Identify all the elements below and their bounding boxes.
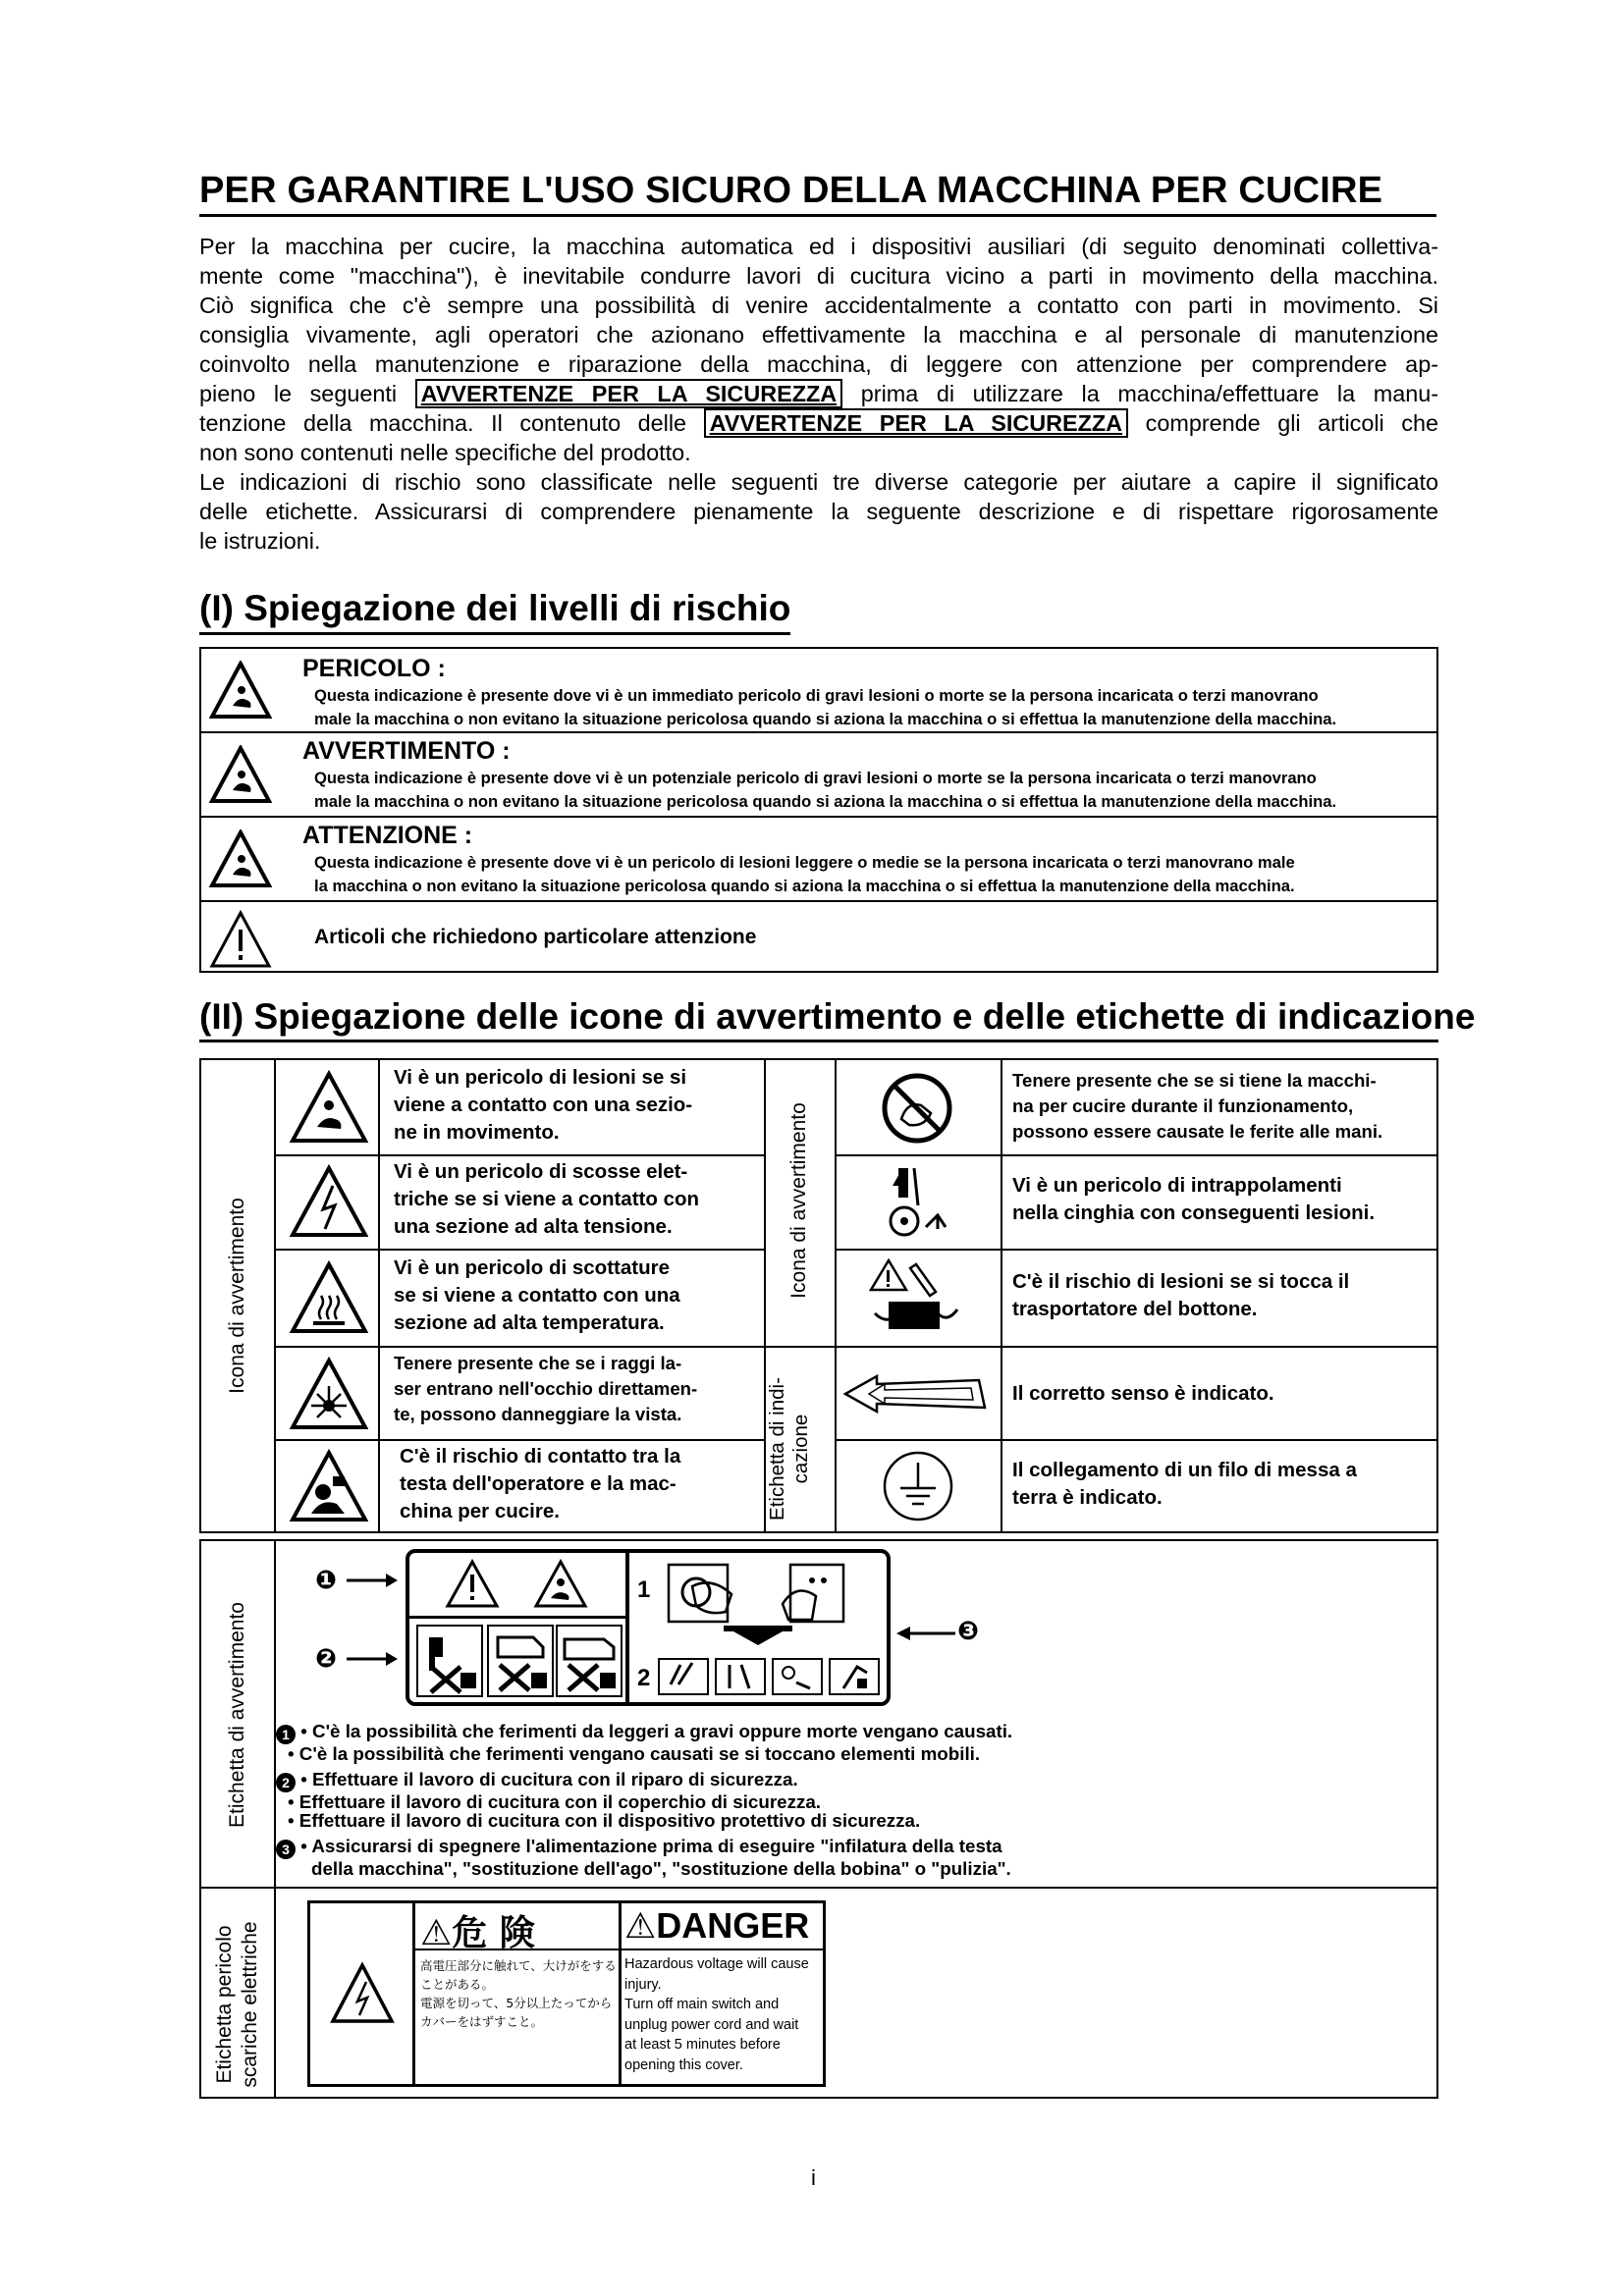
- description-line: Vi è un pericolo di scosse elet-: [394, 1160, 688, 1183]
- electric-shock-icon: [290, 1164, 368, 1239]
- arrow-right-icon: [347, 1649, 398, 1669]
- table-divider: [1001, 1060, 1002, 1531]
- warning-labels-table: [199, 1539, 1438, 2099]
- warning-warning-icon: [209, 745, 272, 804]
- intro-line: [199, 379, 1438, 408]
- table-divider: [835, 1154, 1438, 1156]
- label-divider: [409, 1616, 625, 1619]
- safety-device-icon: [555, 1624, 623, 1698]
- safety-cover-icon: [486, 1624, 555, 1698]
- risk-level-heading: AVVERTIMENTO :: [302, 737, 511, 765]
- label-divider: [619, 1903, 622, 2084]
- warning-icon-side-label: Icona di avvertimento: [787, 1102, 810, 1299]
- description-line: trasportatore del bottone.: [1012, 1298, 1258, 1320]
- label-line: カバーをはずすこと。: [420, 2014, 544, 2029]
- description-line: Tenere presente che se si tiene la macchi-: [1012, 1070, 1377, 1091]
- warning-icon-description: [1012, 1268, 1349, 1323]
- head-contact-icon: [290, 1449, 368, 1523]
- description-line: terra è indicato.: [1012, 1486, 1163, 1509]
- side-label-line: Etichetta di indi-: [766, 1377, 788, 1521]
- note-number: 1: [276, 1725, 296, 1744]
- no-hand-prohibition-icon: [872, 1070, 962, 1147]
- warning-icon-description: [1012, 1068, 1382, 1145]
- intro-line: coinvolto nella manutenzione e riparazione della macchina, di leggere con attenzione per comprendere ap-: [199, 351, 1438, 377]
- note-line: della macchina", "sostituzione dell'ago", "sostituzione della bobina" o "pulizia".: [311, 1858, 1011, 1879]
- label-heading-english: ⚠DANGER: [624, 1905, 810, 1946]
- risk-level-line: male la macchina o non evitano la situazione pericolosa quando si aziona la macchina o si effettua la manutenzione della macchina.: [314, 710, 1337, 728]
- section-title-text: (I) Spiegazione dei livelli di rischio: [199, 587, 790, 635]
- safety-notes-box: AVVERTENZE PER LA SICUREZZA: [704, 408, 1128, 438]
- note-number: 3: [276, 1840, 296, 1859]
- intro-line: consiglia vivamente, agli operatori che azionano effettivamente la macchina e al personale di manutenzione: [199, 322, 1438, 347]
- description-line: C'è il rischio di contatto tra la: [400, 1445, 681, 1468]
- description-line: china per cucire.: [400, 1500, 560, 1522]
- electric-label-side-label: [212, 1906, 263, 2103]
- note-3: [276, 1837, 1012, 1859]
- label-line: 電源を切って、5分以上たってから: [420, 1996, 613, 2010]
- description-line: viene a contatto con una sezio-: [394, 1094, 693, 1116]
- note-2: [276, 1770, 1012, 1792]
- description-line: una sezione ad alta tensione.: [394, 1215, 673, 1238]
- hot-surface-icon: [290, 1260, 368, 1335]
- label-divider: [625, 1553, 629, 1702]
- warning-icon-side-label: Icona di avvertimento: [226, 1198, 248, 1394]
- intro-text: pieno le seguenti: [199, 381, 398, 406]
- description-line: Vi è un pericolo di intrappolamenti: [1012, 1174, 1342, 1197]
- note-1: [276, 1722, 1012, 1744]
- risk-level-attention: [201, 900, 1436, 973]
- description-line: Vi è un pericolo di lesioni se si: [394, 1066, 687, 1089]
- table-divider: [274, 1154, 765, 1156]
- risk-level-description: [314, 684, 1424, 731]
- warning-icon-description: [400, 1443, 680, 1525]
- label-line: Hazardous voltage will cause: [624, 1956, 809, 1972]
- side-label-line: scariche elettriche: [239, 1921, 261, 2088]
- indication-label-description: [1012, 1457, 1357, 1512]
- label-step-number: 1: [637, 1576, 651, 1603]
- button-feeder-icon: [867, 1256, 965, 1339]
- description-line: nella cinghia con conseguenti lesioni.: [1012, 1201, 1376, 1224]
- risk-level-description: [314, 851, 1424, 898]
- risk-level-line: la macchina o non evitano la situazione pericolosa quando si aziona la macchina o si effettua la manutenzione della macchina.: [314, 877, 1295, 895]
- description-line: C'è il rischio di lesioni se si tocca il: [1012, 1270, 1350, 1293]
- description-line: ser entrano nell'occhio direttamen-: [394, 1378, 698, 1399]
- table-divider: [274, 1346, 765, 1348]
- label-line: injury.: [624, 1976, 662, 1993]
- laser-beam-icon: [290, 1357, 368, 1431]
- description-line: se si viene a contatto con una: [394, 1284, 680, 1307]
- moving-part-hand-icon: [290, 1070, 368, 1145]
- intro-line: Ciò significa che c'è sempre una possibilità di venire accidentalmente a contatto con parti in movimento. Si: [199, 293, 1438, 318]
- warning-icon-description: [1012, 1172, 1375, 1227]
- risk-level-line: Questa indicazione è presente dove vi è un potenziale pericolo di gravi lesioni o morte se la persona incaricata o terzi manovrano: [314, 769, 1317, 787]
- warning-icon-description: [394, 1064, 692, 1147]
- description-line: Il collegamento di un filo di messa a: [1012, 1459, 1357, 1481]
- table-divider: [764, 1346, 1438, 1348]
- label-divider: [412, 1903, 415, 2084]
- note-number: 2: [276, 1773, 296, 1792]
- warning-label-notes: [276, 1722, 1012, 1878]
- intro-line: [199, 408, 1438, 438]
- callout-2: ❷: [315, 1643, 338, 1673]
- warning-icon-description: [394, 1351, 697, 1427]
- electric-shock-icon: [330, 1962, 395, 2025]
- label-heading-japanese: ⚠危 険: [420, 1913, 535, 1953]
- label-text-japanese: [420, 1956, 617, 2031]
- arrow-left-icon: [896, 1624, 955, 1643]
- label-line: at least 5 minutes before: [624, 2037, 781, 2053]
- table-divider: [274, 1060, 276, 1531]
- description-line: testa dell'operatore e la mac-: [400, 1472, 677, 1495]
- belt-entanglement-icon: [879, 1162, 957, 1241]
- intro-line: non sono contenuti nelle specifiche del prodotto.: [199, 440, 691, 465]
- table-divider: [835, 1060, 837, 1531]
- table-divider: [274, 1439, 765, 1441]
- risk-level-warning: [201, 731, 1436, 816]
- risk-level-line: male la macchina o non evitano la situazione pericolosa quando si aziona la macchina o si effettua la manutenzione della macchina.: [314, 792, 1337, 811]
- intro-line: Per la macchina per cucire, la macchina automatica ed i dispositivi ausiliari (di seguito denominati collettiva-: [199, 234, 1438, 259]
- description-line: na per cucire durante il funzionamento,: [1012, 1095, 1354, 1116]
- intro-line: Le indicazioni di rischio sono classificate nelle seguenti tre diverse categorie per aiutare a capire il significato: [199, 469, 1438, 495]
- note-line: • C'è la possibilità che ferimenti da leggeri a gravi oppure morte vengano causati.: [300, 1721, 1013, 1741]
- intro-line: mente come "macchina"), è inevitabile condurre lavori di cucitura vicino a parti in movimento della macchina.: [199, 263, 1438, 289]
- caution-warning-icon: [209, 829, 272, 888]
- exclamation-warning-icon: [445, 1559, 500, 1610]
- section-title-underline: [199, 1040, 1438, 1042]
- risk-level-caution: [201, 816, 1436, 900]
- description-line: Il corretto senso è indicato.: [1012, 1382, 1274, 1405]
- warning-label-side-label: Etichetta di avvertimento: [226, 1602, 248, 1828]
- callout-1: ❶: [315, 1565, 338, 1594]
- electric-danger-label: [307, 1900, 826, 2087]
- label-text-english: [624, 1954, 809, 2075]
- warning-icon-description: [394, 1255, 680, 1337]
- description-line: possono essere causate le ferite alle mani.: [1012, 1121, 1383, 1142]
- power-switch-hand-icon: [663, 1559, 741, 1628]
- risk-level-heading: ATTENZIONE :: [302, 822, 473, 849]
- risk-level-heading: PERICOLO :: [302, 655, 446, 682]
- indication-label-description: [1012, 1380, 1274, 1408]
- label-line: 高電圧部分に触れて、大けがをする: [420, 1958, 617, 1973]
- risk-level-line: Questa indicazione è presente dove vi è un immediato pericolo di gravi lesioni o morte se la persona incaricata o terzi manovrano: [314, 686, 1319, 705]
- intro-line: le istruzioni.: [199, 528, 321, 554]
- page-title: PER GARANTIRE L'USO SICURO DELLA MACCHINA PER CUCIRE: [199, 169, 1436, 217]
- down-arrow-icon: [724, 1626, 792, 1645]
- safety-notes-box: AVVERTENZE PER LA SICUREZZA: [415, 379, 843, 408]
- note-line: • Assicurarsi di spegnere l'alimentazione prima di eseguire "infilatura della testa: [300, 1836, 1002, 1856]
- warning-icons-table: [199, 1058, 1438, 1533]
- label-line: unplug power cord and wait: [624, 2016, 799, 2033]
- note-line: • C'è la possibilità che ferimenti vengano causati se si toccano elementi mobili.: [288, 1743, 981, 1764]
- arrow-right-icon: [347, 1571, 398, 1590]
- moving-part-hand-icon: [533, 1559, 588, 1610]
- attention-items-label: Articoli che richiedono particolare attenzione: [314, 926, 757, 948]
- note-line: • Effettuare il lavoro di cucitura con il riparo di sicurezza.: [300, 1769, 798, 1789]
- section-title-risk-levels: [199, 587, 790, 635]
- table-divider: [378, 1060, 380, 1531]
- table-divider: [201, 1887, 1436, 1889]
- risk-level-description: [314, 767, 1424, 814]
- note-line: • Effettuare il lavoro di cucitura con il dispositivo protettivo di sicurezza.: [288, 1810, 921, 1831]
- intro-text: prima di utilizzare la macchina/effettuare la manu-: [860, 381, 1439, 406]
- section-title-text: (II) Spiegazione delle icone di avvertimento e delle etichette di indicazione: [199, 996, 1476, 1037]
- label-line: Turn off main switch and: [624, 1997, 780, 2012]
- warning-icon-description: [394, 1158, 699, 1241]
- direction-arrow-icon: [841, 1370, 989, 1417]
- side-label-line: cazione: [789, 1414, 812, 1484]
- risk-levels-table: [199, 647, 1438, 973]
- safety-guard-icon: [415, 1624, 484, 1698]
- intro-text: tenzione della macchina. Il contenuto delle: [199, 410, 687, 436]
- description-line: Tenere presente che se i raggi la-: [394, 1353, 682, 1373]
- description-line: ne in movimento.: [394, 1121, 560, 1144]
- side-label-line: Etichetta pericolo: [213, 1925, 236, 2084]
- description-line: triche se si viene a contatto con: [394, 1188, 700, 1210]
- table-divider: [835, 1249, 1438, 1251]
- label-line: opening this cover.: [624, 2056, 743, 2073]
- description-line: te, possono danneggiare la vista.: [394, 1404, 682, 1424]
- risk-level-danger: [201, 649, 1436, 731]
- intro-paragraph: [199, 232, 1438, 556]
- description-line: Vi è un pericolo di scottature: [394, 1256, 670, 1279]
- callout-3: ❸: [957, 1616, 980, 1645]
- exclamation-warning-icon: [209, 910, 272, 969]
- description-line: sezione ad alta temperatura.: [394, 1311, 665, 1334]
- intro-line: delle etichette. Assicurarsi di comprendere pienamente la seguente descrizione e di rispettare rigorosamente: [199, 499, 1438, 524]
- intro-text: comprende gli articoli che: [1145, 410, 1438, 436]
- danger-warning-icon: [209, 661, 272, 720]
- indication-label-side-label: [766, 1361, 813, 1537]
- risk-level-line: Questa indicazione è presente dove vi è un pericolo di lesioni leggere o medie se la persona incaricata o terzi manovrano male: [314, 853, 1295, 872]
- maintenance-task-icons: [657, 1655, 883, 1698]
- note-line: • Effettuare il lavoro di cucitura con il coperchio di sicurezza.: [288, 1791, 822, 1812]
- unplug-hand-icon: [773, 1559, 851, 1628]
- label-step-number: 2: [637, 1665, 651, 1691]
- section-title-icons: [199, 995, 1475, 1039]
- label-line: ことがある。: [420, 1977, 495, 1992]
- page-number: i: [811, 2165, 816, 2190]
- ground-icon: [879, 1447, 957, 1525]
- table-divider: [274, 1249, 765, 1251]
- table-divider: [835, 1439, 1438, 1441]
- safety-label-graphic: [406, 1549, 891, 1706]
